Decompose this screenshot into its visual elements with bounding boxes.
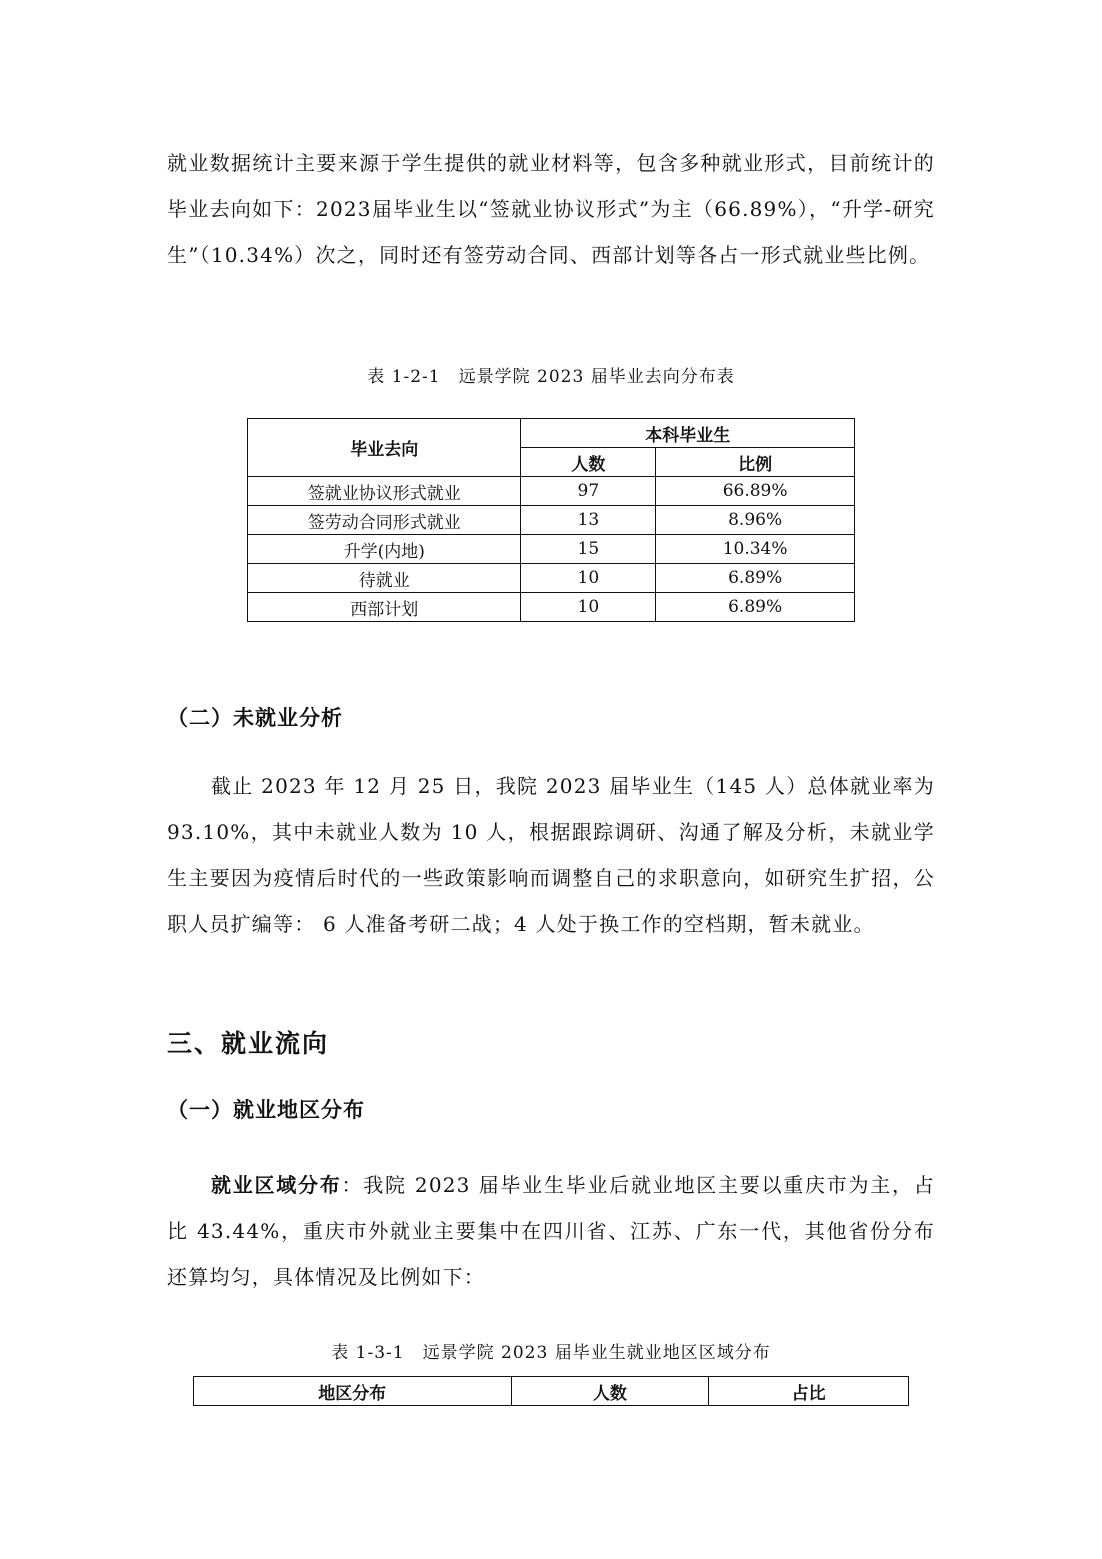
cell-count: 15 [521, 535, 656, 564]
cell-destination: 升学(内地) [248, 535, 521, 564]
cell-destination: 签就业协议形式就业 [248, 477, 521, 506]
table1-caption: 表 1-2-1 远景学院 2023 届毕业去向分布表 [367, 367, 735, 387]
cell-ratio: 6.89% [656, 564, 855, 593]
region-distribution-label: 就业区域分布 [211, 1173, 342, 1197]
header-undergraduate: 本科毕业生 [521, 419, 855, 448]
table-row [248, 593, 855, 622]
unemployed-analysis-paragraph: 截止 2023 年 12 月 25 日，我院 2023 届毕业生（145 人）总体就业率为 93.10%，其中未就业人数为 10 人，根据跟踪调研、沟通了解及分析，未就业学生主要因为疫情后时代的一些政策影响而调整自己的求职意向，如研究生扩招，公职人员扩编等： 6 人准备考研二战；4 人处于换工作的空档期，暂未就业。 [167, 774, 935, 936]
cell-ratio: 66.89% [656, 477, 855, 506]
cell-count: 10 [521, 564, 656, 593]
header-share: 占比 [709, 1377, 909, 1406]
cell-count: 13 [521, 506, 656, 535]
intro-paragraph: 就业数据统计主要来源于学生提供的就业材料等，包含多种就业形式，目前统计的毕业去向如下：2023届毕业生以“签就业协议形式”为主（66.89%），“升学-研究生”（10.34%）次之，同时还有签劳动合同、西部计划等各占一形式就业些比例。 [167, 151, 935, 267]
header-region: 地区分布 [194, 1377, 512, 1406]
table-row [248, 506, 855, 535]
header-count: 人数 [521, 448, 656, 477]
header-ratio: 比例 [656, 448, 855, 477]
cell-count: 10 [521, 593, 656, 622]
region-distribution-text: ：我院 2023 届毕业生毕业后就业地区主要以重庆市为主，占比 43.44%，重庆市外就业主要集中在四川省、江苏、广东一代，其他省份分布还算均匀，具体情况及比例如下： [167, 1173, 935, 1289]
graduation-destination-table [247, 418, 855, 622]
table-row [248, 535, 855, 564]
cell-destination: 西部计划 [248, 593, 521, 622]
employment-flow-heading: 三、就业流向 [167, 1029, 330, 1058]
unemployed-analysis-heading: （二）未就业分析 [167, 706, 343, 730]
header-destination: 毕业去向 [248, 419, 521, 477]
table2-caption: 表 1-3-1 远景学院 2023 届毕业生就业地区区域分布 [331, 1343, 771, 1363]
table-row [248, 477, 855, 506]
cell-ratio: 6.89% [656, 593, 855, 622]
header-count: 人数 [511, 1377, 709, 1406]
region-distribution-paragraph [167, 1162, 935, 1300]
cell-ratio: 10.34% [656, 535, 855, 564]
cell-destination: 签劳动合同形式就业 [248, 506, 521, 535]
cell-count: 97 [521, 477, 656, 506]
table-row [248, 564, 855, 593]
cell-destination: 待就业 [248, 564, 521, 593]
region-distribution-heading: （一）就业地区分布 [167, 1098, 365, 1122]
employment-region-table [193, 1376, 909, 1406]
cell-ratio: 8.96% [656, 506, 855, 535]
